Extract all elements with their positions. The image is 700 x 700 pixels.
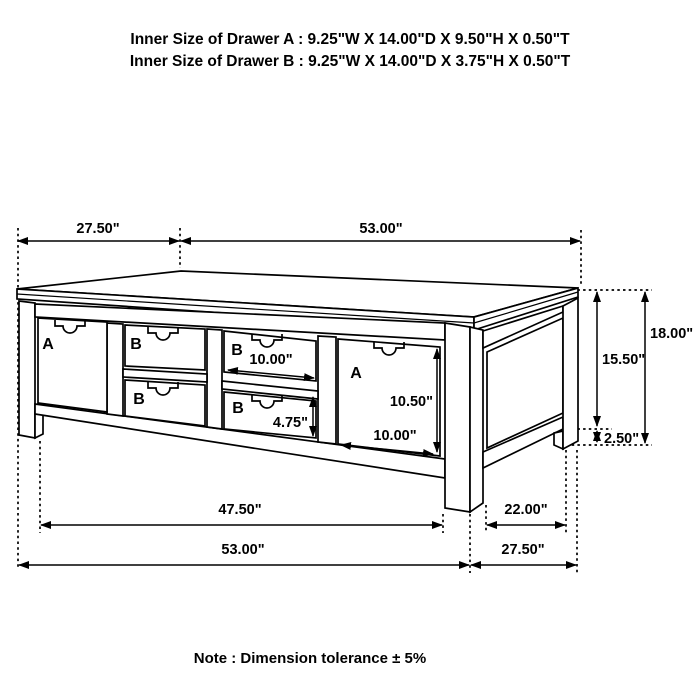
dim-text: 2.50" [604, 431, 640, 447]
dim-bottom-width [19, 542, 469, 565]
drawer-a-spec: Inner Size of Drawer A : 9.25"W X 14.00"D X 9.50"H X 0.50"T [130, 31, 570, 48]
front-stile-3 [318, 336, 336, 444]
dim-text: 53.00" [359, 221, 403, 237]
dim-text: 18.00" [650, 326, 694, 342]
dim-text: 10.00" [249, 352, 293, 368]
dim-top-depth [18, 221, 179, 241]
dim-text: 10.50" [389, 394, 433, 410]
dim-text: 22.00" [504, 502, 548, 518]
dim-text: 47.50" [218, 502, 262, 518]
front-stile-2 [207, 329, 222, 429]
drawer-label-a-right: A [350, 365, 362, 382]
drawer-a-front-left [38, 318, 107, 412]
dim-text: 27.50" [76, 221, 120, 237]
dim-text: 15.50" [602, 352, 646, 368]
dim-text: 10.00" [373, 428, 417, 444]
drawer-b-col1-top [125, 325, 205, 370]
back-right-leg [563, 298, 578, 449]
dim-text: 27.50" [501, 542, 545, 558]
drawer-label-b2-top: B [231, 342, 243, 359]
drawer-label-b1-top: B [130, 336, 142, 353]
dim-side-inner [487, 502, 565, 525]
dim-text: 4.75" [272, 415, 308, 431]
drawer-label-b2-bottom: B [232, 400, 244, 417]
front-left-leg [19, 301, 35, 438]
drawer-b-spec: Inner Size of Drawer B : 9.25"W X 14.00"D X 3.75"H X 0.50"T [129, 53, 571, 70]
front-stile-1 [107, 323, 123, 416]
tolerance-note: Note : Dimension tolerance ± 5% [193, 650, 427, 667]
drawer-label-b1-bottom: B [133, 391, 145, 408]
dim-text: 53.00" [221, 542, 265, 558]
dim-front-inner [41, 502, 442, 525]
dim-total-height [645, 292, 693, 443]
dim-leg-height [597, 431, 639, 447]
front-right-leg-side [470, 327, 483, 512]
front-right-leg [445, 323, 470, 512]
dim-bottom-depth [471, 542, 576, 565]
back-leg-foot [554, 431, 563, 449]
drawer-label-a-left: A [42, 336, 54, 353]
dim-frame-height [597, 292, 645, 426]
dim-top-width [181, 221, 580, 241]
